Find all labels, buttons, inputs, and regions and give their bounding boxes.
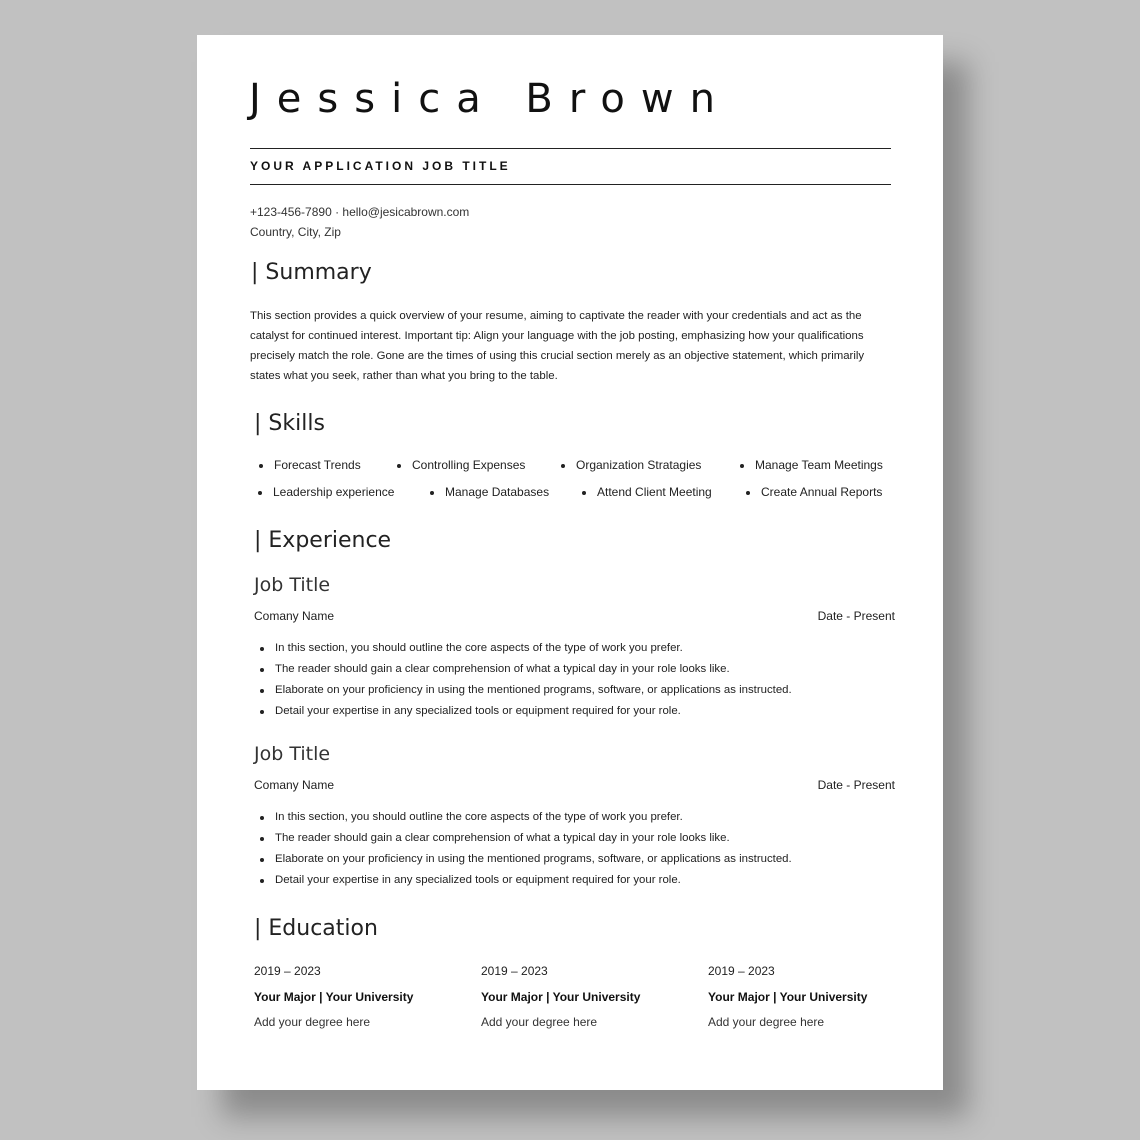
candidate-name: Jessica Brown bbox=[249, 76, 731, 122]
education-years: 2019 – 2023 bbox=[708, 964, 775, 978]
skill-item: Manage Databases bbox=[445, 485, 550, 499]
duty-item: In this section, you should outline the core aspects of the type of work you prefer. bbox=[275, 807, 792, 828]
education-years: 2019 – 2023 bbox=[481, 964, 548, 978]
job-duties bbox=[275, 638, 792, 722]
duty-item: Elaborate on your proficiency in using the mentioned programs, software, or applications as instructed. bbox=[275, 849, 792, 870]
education-major: Your Major | Your University bbox=[254, 990, 414, 1004]
job-title: Job Title bbox=[254, 743, 331, 765]
education-degree: Add your degree here bbox=[254, 1015, 371, 1029]
header-bottom-rule bbox=[250, 184, 891, 185]
duty-item: The reader should gain a clear comprehension of what a typical day in your role looks like. bbox=[275, 659, 792, 680]
job-duties bbox=[275, 807, 792, 891]
skill-item: Create Annual Reports bbox=[761, 485, 883, 499]
duty-item: Elaborate on your proficiency in using the mentioned programs, software, or applications as instructed. bbox=[275, 680, 792, 701]
job-date: Date - Present bbox=[817, 778, 895, 792]
resume-page bbox=[197, 35, 943, 1090]
contact-address: Country, City, Zip bbox=[250, 225, 341, 239]
contact-phone-email: +123-456-7890 · hello@jesicabrown.com bbox=[250, 205, 470, 219]
education-heading: | Education bbox=[254, 916, 378, 941]
duty-item: The reader should gain a clear comprehension of what a typical day in your role looks like. bbox=[275, 828, 792, 849]
job-title: Job Title bbox=[254, 574, 331, 596]
summary-text: This section provides a quick overview of your resume, aiming to captivate the reader with your credentials and act as the catalyst for continued interest. Important tip: Align your language with the job posting, emphasizing how your qualifications precisely match the role. Gone are the times of using this crucial section merely as an objective statement, which primarily states what you seek, rather than what you bring to the table. bbox=[250, 310, 865, 382]
skill-item: Manage Team Meetings bbox=[755, 458, 883, 472]
header-top-rule bbox=[250, 148, 891, 149]
duty-item: Detail your expertise in any specialized tools or equipment required for your role. bbox=[275, 870, 792, 891]
education-major: Your Major | Your University bbox=[481, 990, 641, 1004]
skill-item: Attend Client Meeting bbox=[597, 485, 712, 499]
education-major: Your Major | Your University bbox=[708, 990, 868, 1004]
experience-heading: | Experience bbox=[254, 528, 392, 553]
education-years: 2019 – 2023 bbox=[254, 964, 321, 978]
duty-item: In this section, you should outline the core aspects of the type of work you prefer. bbox=[275, 638, 792, 659]
company-name: Comany Name bbox=[254, 778, 335, 792]
application-job-title: YOUR APPLICATION JOB TITLE bbox=[250, 159, 511, 173]
duty-item: Detail your expertise in any specialized tools or equipment required for your role. bbox=[275, 701, 792, 722]
skill-item: Forecast Trends bbox=[274, 458, 361, 472]
summary-heading: | Summary bbox=[251, 260, 372, 285]
skill-item: Leadership experience bbox=[273, 485, 395, 499]
job-date: Date - Present bbox=[817, 609, 895, 623]
skill-item: Controlling Expenses bbox=[412, 458, 526, 472]
education-degree: Add your degree here bbox=[481, 1015, 598, 1029]
company-name: Comany Name bbox=[254, 609, 335, 623]
skill-item: Organization Stratagies bbox=[576, 458, 702, 472]
skills-heading: | Skills bbox=[254, 411, 325, 436]
education-degree: Add your degree here bbox=[708, 1015, 825, 1029]
